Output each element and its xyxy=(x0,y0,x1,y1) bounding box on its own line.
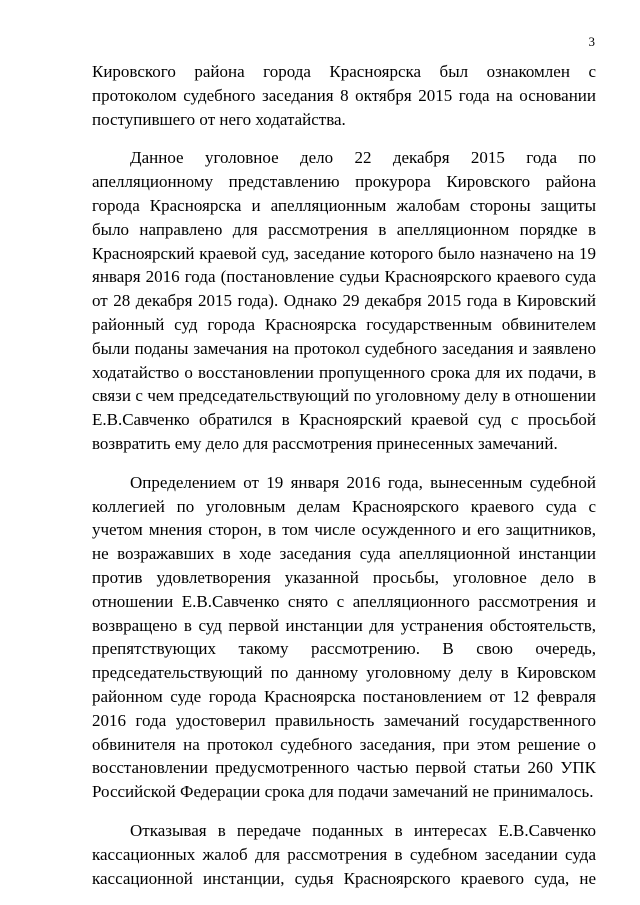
document-body xyxy=(92,60,596,890)
paragraph-3: Определением от 19 января 2016 года, вынесенным судебной коллегией по уголовным делам Красноярского краевого суда с учетом мнения сторон, в том числе осужденного и его защитников, не возражавших в ходе заседания суда апелляционной инстанции против удовлетворения указанной просьбы, уголовное дело в отношении Е.В.Савченко снято с апелляционного рассмотрения и возвращено в суд первой инстанции для устранения обстоятельств, препятствующих такому рассмотрению. В свою очередь, председательствующий по данному уголовному делу в Кировском районном суде города Красноярска постановлением от 12 февраля 2016 года удостоверил правильность замечаний государственного обвинителя на протокол судебного заседания, при этом решение о восстановлении предусмотренного частью первой статьи 260 УПК Российской Федерации срока для подачи замечаний не принималось. xyxy=(92,472,596,802)
paragraph-2: Данное уголовное дело 22 декабря 2015 года по апелляционному представлению прокурора Кировского района города Красноярска и апелляционным жалобам стороны защиты было направлено для рассмотрения в апелляционном порядке в Красноярский краевой суд, заседание которого было назначено на 19 января 2016 года (постановление судьи Красноярского краевого суда от 28 декабря 2015 года). Однако 29 декабря 2015 года в Кировский районный суд города Красноярска государственным обвинителем были поданы замечания на протокол судебного заседания и заявлено ходатайство о восстановлении пропущенного срока для их подачи, в связи с чем председательствующий по уголовному делу в отношении Е.В.Савченко обратился в Красноярский краевой суд с просьбой возвратить ему дело для рассмотрения принесенных замечаний. xyxy=(92,148,596,453)
paragraph-1: Кировского района города Красноярска был ознакомлен с протоколом судебного заседания 8 октября 2015 года на основании поступившего от него ходатайства. xyxy=(92,62,596,129)
page-number: 3 xyxy=(588,34,595,49)
paragraph-4: Отказывая в передаче поданных в интересах Е.В.Савченко кассационных жалоб для рассмотрения в судебном заседании суда кассационной инстанции, судья Красноярского краевого суда, не xyxy=(92,820,596,888)
